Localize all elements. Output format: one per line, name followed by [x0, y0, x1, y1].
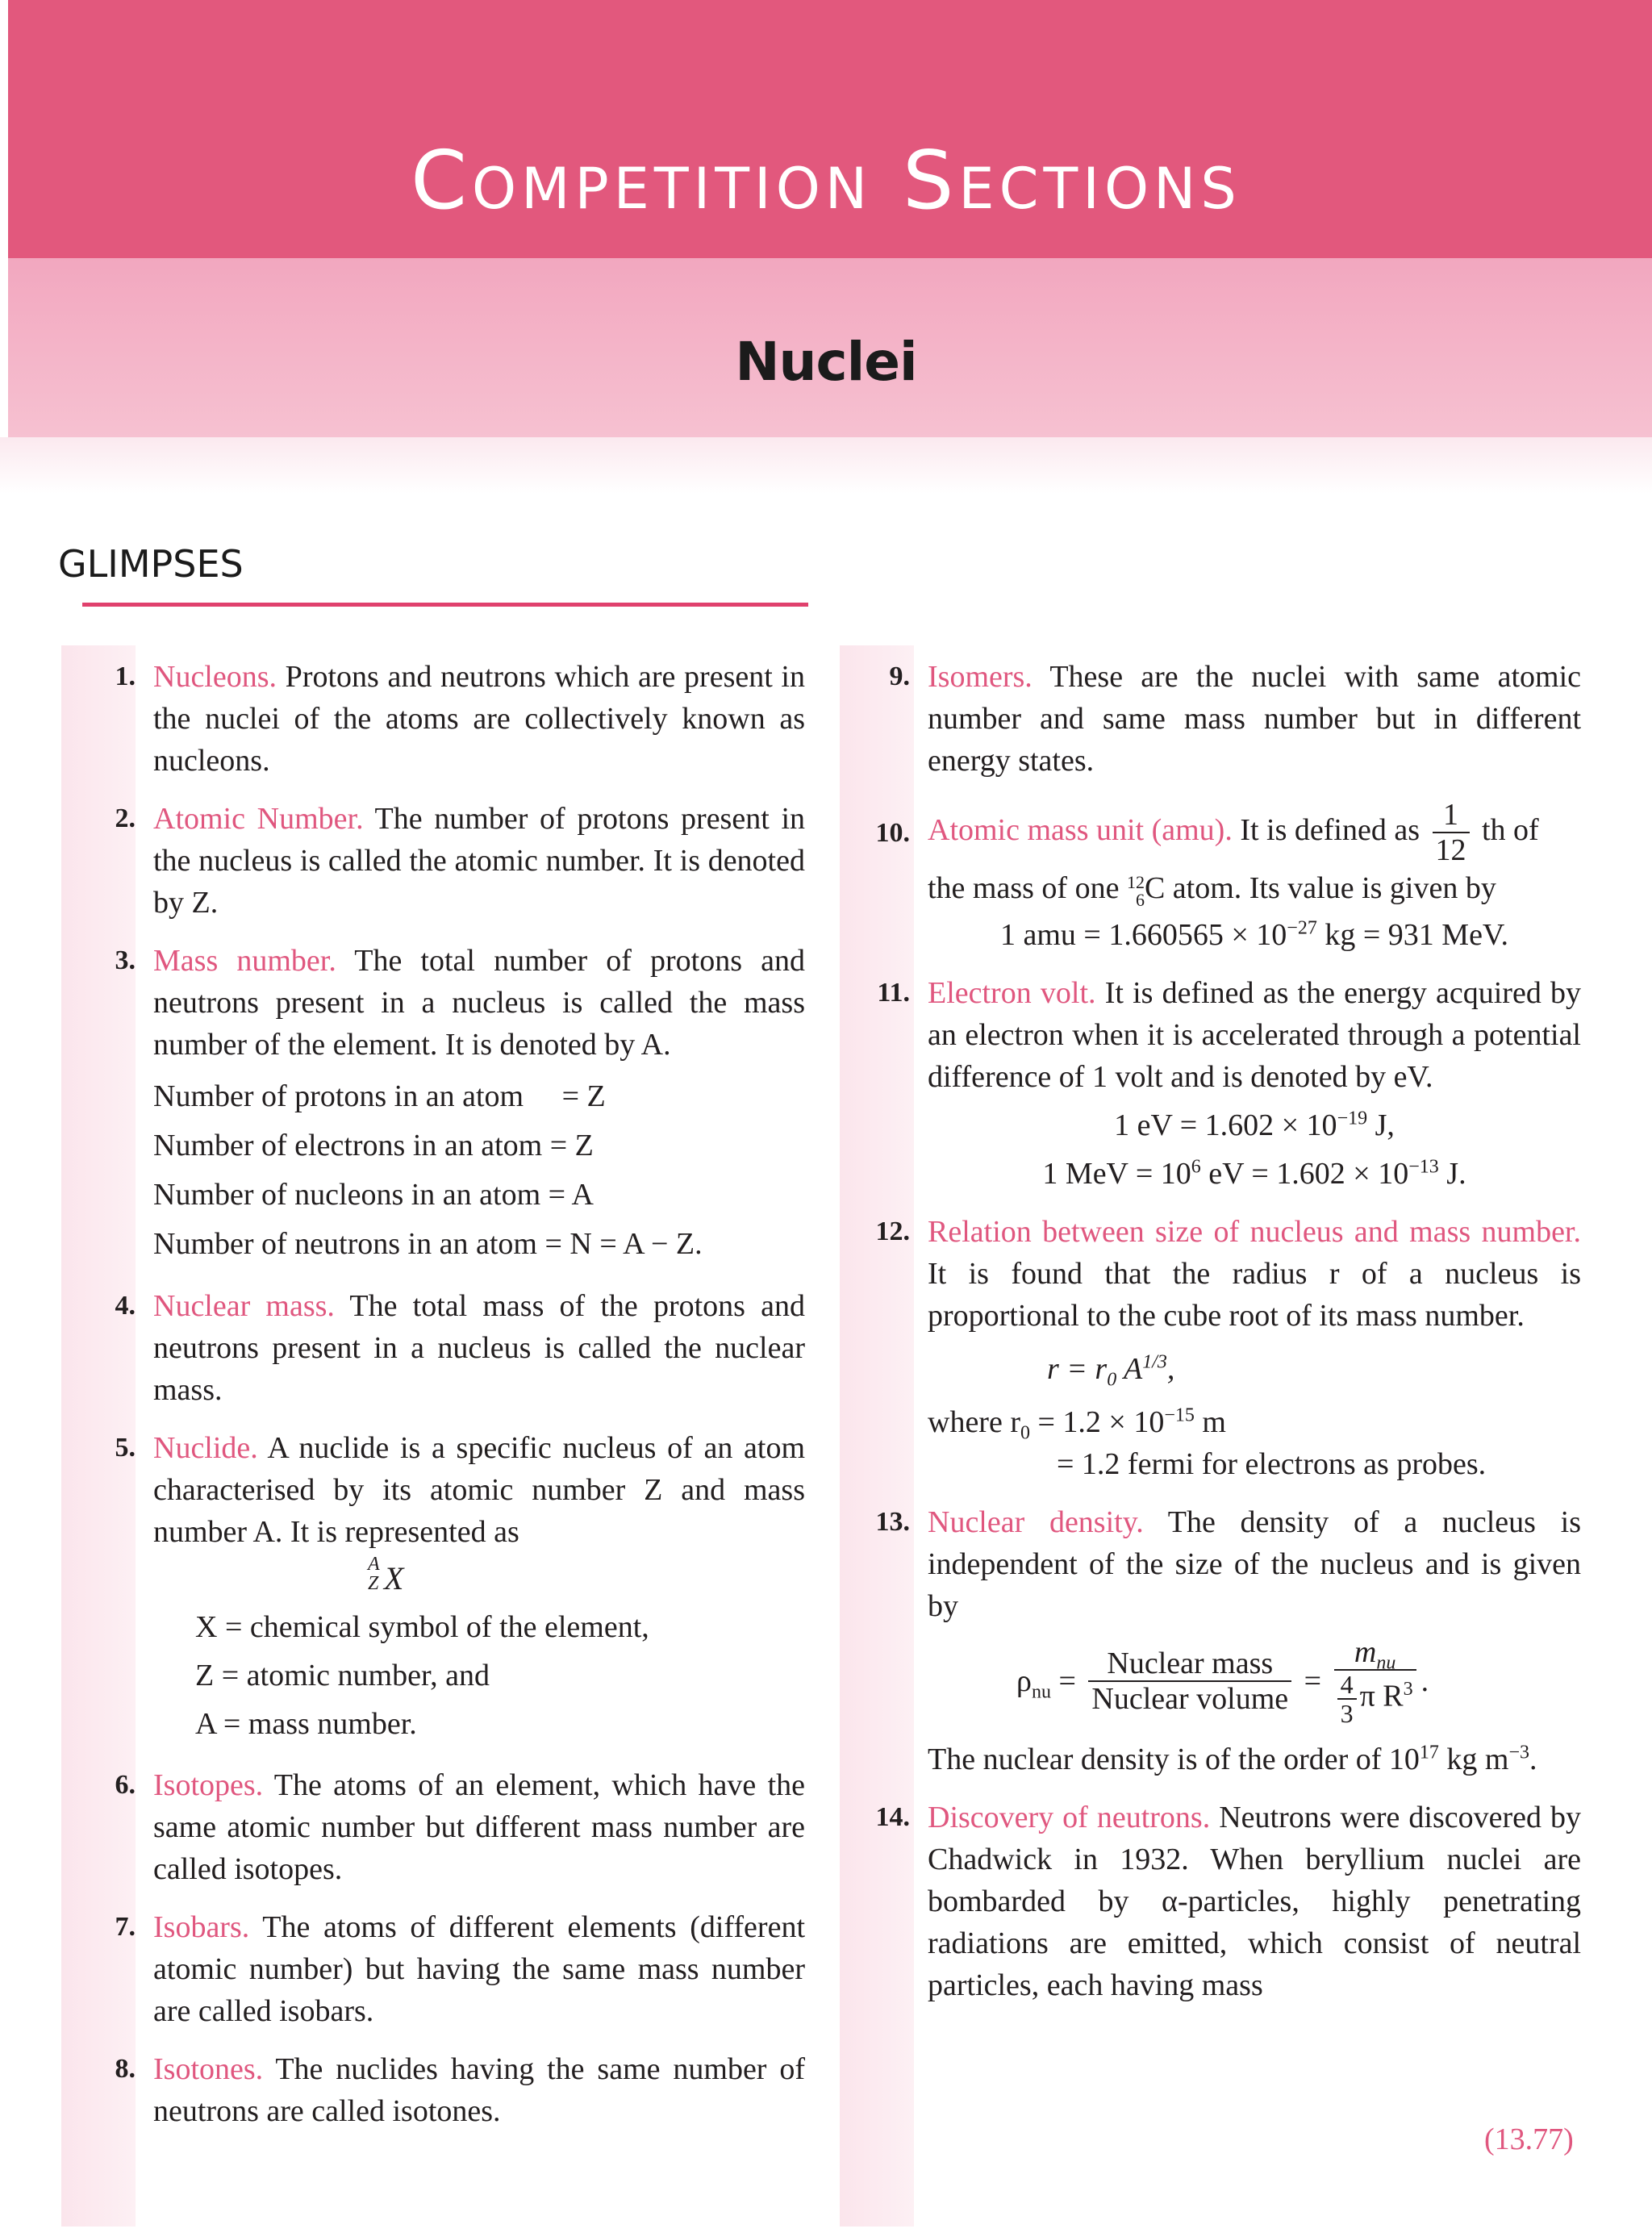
item-number: 14.	[875, 1802, 910, 1833]
item-text: A nuclide is a specific nucleus of an atom characterised by its atomic number Z and mass number A. It is represented as	[153, 1431, 805, 1549]
list-item	[95, 1906, 805, 2032]
list-item	[870, 1211, 1581, 1485]
nuclide-symbol: A Z X	[368, 1554, 404, 1596]
item-text: It is defined as the energy acquired by an electron when it is accelerated through a potential difference of 1 volt and is denoted by eV.	[928, 976, 1581, 1095]
list-item	[95, 798, 805, 924]
equation: $r = r_0$ $A^{1/3}$,	[1047, 1351, 1175, 1391]
list-item	[95, 1427, 805, 1748]
item-number: 2.	[115, 803, 136, 833]
item-number: 12.	[875, 1217, 910, 1247]
item-text: The density of a nucleus is independent of the size of the nucleus and is given by	[928, 1505, 1581, 1624]
equation: = 1.2 fermi for electrons as probes.	[1057, 1447, 1487, 1482]
equation: 1 amu = $1.660565 \times 10^{-27}$ kg = 931 MeV.	[1000, 917, 1508, 953]
formula-line: Z = atomic number, and	[195, 1659, 490, 1692]
item-text: Neutrons were discovered by Chadwick in 1932. When beryllium nuclei are bombarded by α-particles, highly penetrating radiations are emitted, which consist of neutral particles, each having mass	[928, 1801, 1581, 2003]
item-term: Isobars.	[153, 1910, 250, 1944]
item-text: The atoms of different elements (different atomic number) but having the same mass number are called isobars.	[153, 1910, 805, 2028]
equation: where $r_0 = 1.2 \times 10^{-15}$ m	[928, 1404, 1226, 1444]
item-term: Nuclide.	[153, 1431, 258, 1465]
item-text: The nuclides having the same number of neutrons are called isotones.	[153, 2052, 805, 2128]
carbon-isotope-index: 12 6	[1126, 871, 1145, 910]
item-text: Protons and neutrons which are present in the nuclei of the atoms are collectively known as nucleons.	[153, 660, 805, 778]
item-text: The total number of protons and neutrons present in a nucleus is called the mass number of the element. It is denoted by A.	[153, 944, 806, 1062]
right-column	[870, 656, 1581, 2022]
list-item	[870, 1797, 1581, 2006]
item-number: 13.	[875, 1507, 910, 1538]
equation: 1 eV = $1.602 \times 10^{-19}$ J,	[1114, 1108, 1395, 1143]
item-text: It is found that the radius r of a nucleus is proportional to the cube root of its mass number.	[928, 1257, 1581, 1333]
band-fade	[0, 437, 1652, 494]
equation: 1 MeV = $10^6$ eV = $1.602 \times 10^{-13}$ J.	[1042, 1156, 1466, 1192]
item-term: Electron volt.	[928, 976, 1096, 1011]
item-text: It is defined as	[1232, 813, 1420, 847]
banner-title: Competition Sections	[411, 133, 1241, 227]
item-term: Nucleons.	[153, 660, 277, 694]
item-term: Nuclear mass.	[153, 1289, 335, 1323]
item-number: 6.	[115, 1770, 136, 1800]
list-item	[95, 656, 805, 782]
item-text: The total mass of the protons and neutrons present in a nucleus is called the nuclear mass.	[153, 1289, 806, 1407]
item-term: Atomic Number.	[153, 802, 364, 836]
formula-line: A = mass number.	[195, 1707, 417, 1741]
item-number: 10.	[875, 818, 910, 848]
list-item	[870, 972, 1581, 1195]
list-item	[95, 2048, 805, 2132]
item-number: 3.	[115, 945, 136, 975]
list-item	[870, 656, 1581, 782]
item-text: The number of protons present in the nucleus is called the atomic number. It is denoted by Z.	[153, 802, 805, 920]
section-title: GLIMPSES	[58, 542, 244, 586]
item-term: Isotopes.	[153, 1768, 264, 1802]
item-number: 5.	[115, 1433, 136, 1463]
item-number: 9.	[889, 662, 910, 691]
list-item	[95, 940, 805, 1269]
left-column	[95, 656, 805, 2148]
chapter-title: Nuclei	[735, 331, 917, 393]
item-number: 8.	[115, 2054, 136, 2084]
formula-line: Number of neutrons in an atom = N = A − Z.	[153, 1227, 703, 1261]
formula-line: Number of protons in an atom = Z	[153, 1079, 606, 1113]
list-item	[95, 1764, 805, 1890]
formula-line: Number of nucleons in an atom = A	[153, 1178, 594, 1212]
list-item	[95, 1285, 805, 1411]
item-text: The atoms of an element, which have the same atomic number but different mass number are called isotopes.	[153, 1768, 805, 1886]
item-text: These are the nuclei with same atomic number and same mass number but in different energy states.	[928, 660, 1581, 778]
item-number: 1.	[115, 662, 136, 691]
item-term: Isotones.	[153, 2052, 264, 2086]
formula-line: Number of electrons in an atom = Z	[153, 1129, 594, 1162]
list-item: 13. Nuclear density. The density of a nucleus is independent of the size of the nucleus and is given by $\rho_{nu}$ = $\frac{\text{Nuclear mass}}{\text{Nuclear volume}}$ = $m_{nu}$ $\frac{4}{3}$ π $R^3$ . The nuclear density is of the order of $10^{17}$ kg $m^{-3}$.	[870, 1501, 1581, 1780]
item-term: Atomic mass unit (amu).	[928, 813, 1233, 847]
item-term: Relation between size of nucleus and mass number.	[928, 1215, 1581, 1250]
item-term: Nuclear density.	[928, 1505, 1144, 1540]
item-term: Discovery of neutrons.	[928, 1801, 1211, 1835]
item-number: 11.	[877, 978, 910, 1008]
density-formula: $\rho_{nu}$ = $\frac{\text{Nuclear mass}}{\text{Nuclear volume}}$ = $m_{nu}$ $\frac{4}{3}$ π $R^3$ .	[1016, 1635, 1429, 1729]
item-number: 7.	[115, 1912, 136, 1942]
formula-line: X = chemical symbol of the element,	[195, 1610, 649, 1644]
list-item: 10. Atomic mass unit (amu). It is defined as $\frac{1}{12}$ th of the mass of one 12 6 C atom. Its value is given by 1 amu = $1.660565 \times 10^{-27}$ kg = 931 MeV.	[870, 798, 1581, 956]
item-term: Isomers.	[928, 660, 1032, 694]
item-term: Mass number.	[153, 944, 336, 978]
section-rule	[82, 603, 808, 607]
item-number: 4.	[115, 1291, 136, 1321]
fraction: $\frac{1}{12}$	[1433, 798, 1470, 867]
page-number: (13.77)	[1484, 2122, 1574, 2156]
